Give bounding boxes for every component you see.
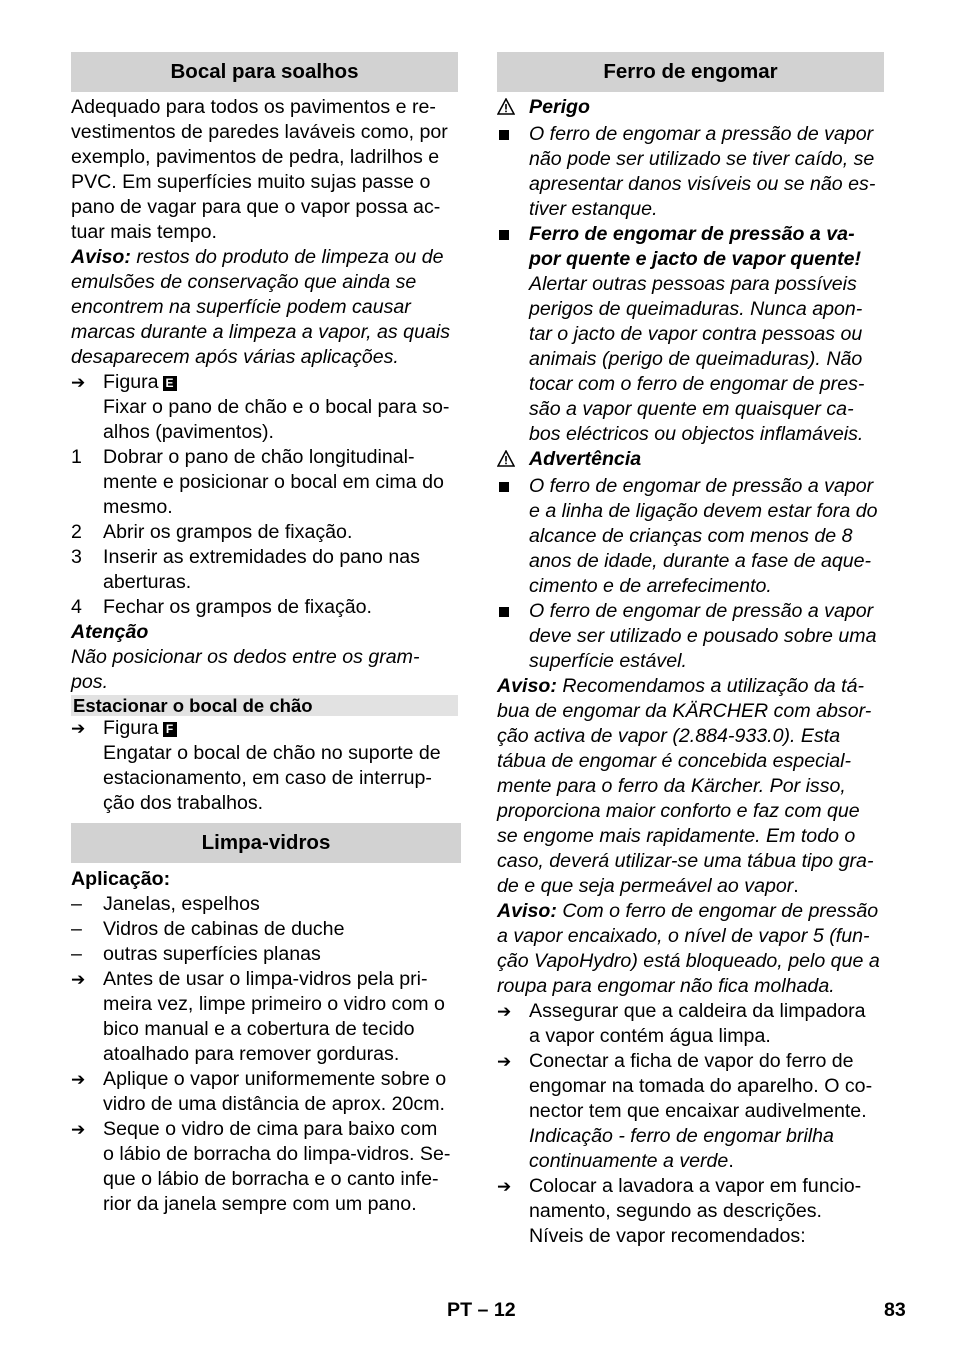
arrow-item: ➔ Seque o vidro de cima para baixo com: [71, 1118, 438, 1140]
section-heading-window-squeegee: Limpa-vidros: [71, 823, 461, 863]
list-item: Engatar o bocal de chão no suporte de: [103, 742, 441, 764]
section-heading-iron: Ferro de engomar: [497, 52, 884, 92]
section-heading-floor-nozzle: Bocal para soalhos: [71, 52, 458, 92]
notice-line: Aviso: Com o ferro de engomar de pressão: [497, 900, 879, 922]
dash-item: – Vidros de cabinas de duche: [71, 918, 345, 940]
bullet-item: O ferro de engomar de pressão a vapor: [497, 474, 884, 499]
notice-line: a vapor encaixado, o nível de vapor 5 (fun-: [497, 925, 870, 947]
dash-item: – outras superfícies planas: [71, 943, 321, 965]
step-4: 4 Fechar os grampos de fixação.: [71, 596, 373, 618]
arrow-item-cont: rior da janela sempre com um pano.: [103, 1193, 417, 1215]
danger-heading: Perigo: [497, 95, 884, 122]
dash-icon: –: [71, 918, 82, 940]
step-1-cont: mesmo.: [103, 496, 173, 518]
figure-e-badge: E: [163, 376, 177, 391]
page-label: PT – 12: [447, 1299, 516, 1321]
text-line: tuar mais tempo.: [71, 221, 217, 243]
arrow-right-icon: ➔: [71, 1120, 86, 1139]
arrow-item-cont: atoalhado para remover gorduras.: [103, 1043, 400, 1065]
subheading-park-nozzle: Estacionar o bocal de chão: [71, 695, 458, 716]
notice-line: emulsões de conservação que ainda se: [71, 271, 417, 293]
attention-text: pos.: [71, 671, 109, 693]
arrow-item-cont: que o lábio de borracha e o canto infe-: [103, 1168, 439, 1190]
list-item: Fixar o pano de chão e o bocal para so-: [103, 396, 450, 418]
arrow-item-cont: vidro de uma distância de aprox. 20cm.: [103, 1093, 445, 1115]
dash-icon: –: [71, 943, 82, 965]
notice-line: bua de engomar da KÄRCHER com absor-: [497, 700, 872, 722]
bullet-item: O ferro de engomar a pressão de vapor: [497, 122, 884, 147]
warning-heading: Advertência: [497, 447, 884, 474]
notice-line: se engome mais rapidamente. Em todo o: [497, 825, 856, 847]
figure-f-badge: F: [163, 722, 177, 737]
step-number: 2: [71, 521, 82, 543]
notice-line: encontrem na superfície podem causar: [71, 296, 411, 318]
bullet-item: O ferro de engomar de pressão a vapor: [497, 599, 884, 624]
arrow-item: ➔ Colocar a lavadora a vapor em funcio-: [497, 1175, 862, 1197]
warning-triangle-icon: [497, 95, 529, 122]
left-column: [71, 52, 458, 1217]
notice-label: Aviso:: [497, 900, 557, 922]
arrow-item-cont: meira vez, limpe primeiro o vidro com o: [103, 993, 445, 1015]
attention-text: Não posicionar os dedos entre os gram-: [71, 646, 420, 668]
notice-label: Aviso:: [497, 675, 557, 697]
arrow-right-icon: ➔: [71, 1070, 86, 1089]
arrow-item-cont: bico manual e a cobertura de tecido: [103, 1018, 415, 1040]
square-bullet-icon: [499, 482, 509, 492]
arrow-right-icon: ➔: [71, 373, 86, 392]
arrow-right-icon: ➔: [71, 719, 86, 738]
text-line: vestimentos de paredes laváveis como, por: [71, 121, 448, 143]
square-bullet-icon: [499, 230, 509, 240]
arrow-right-icon: ➔: [497, 1002, 512, 1021]
notice-line: de e que seja permeável ao vapor.: [497, 875, 799, 897]
dash-item: – Janelas, espelhos: [71, 893, 260, 915]
square-bullet-icon: [499, 607, 509, 617]
step-1: 1 Dobrar o pano de chão longitudinal-: [71, 446, 415, 468]
arrow-item: ➔ Assegurar que a caldeira da limpadora: [497, 1000, 866, 1022]
text-line: PVC. Em superfícies muito sujas passe o: [71, 171, 431, 193]
text-line: exemplo, pavimentos de pedra, ladrilhos e: [71, 146, 440, 168]
step-1-cont: mente e posicionar o bocal em cima do: [103, 471, 444, 493]
right-column: Ferro de engomar Perigo O ferro de engomar a pressão de vapor não pode ser utilizado se tiver caído, se apresentar danos visíveis ou se não es- tiver estanque. Ferro de engomar de pressão a va- por quente e jacto de vapor quente! Alertar outras pessoas para possíveis perigos de queimaduras. Nunca apon- tar o jacto de vapor contra pessoas ou animais (perigo de queimaduras). Não tocar com o ferro de engomar de pres- são a vapor quente em quaisquer ca- bos eléctricos ou objectos inflamáveis. Advertência O ferro de engomar de pressão a vapor e a linha de ligação devem estar fora do alcance de crianças com menos de 8 anos de idade, durante a fase de aque- cimento e de arrefecimento. O ferro de engomar de pressão a vapor deve ser utilizado e pousado sobre uma superfície estável. Aviso: Recomendamos a utilização da tá- bua de engomar da KÄRCHER com absor- ção activa de vapor (2.884-933.0). Esta tábua de engomar é concebida especial- mente para o ferro da Kärcher. Por isso, proporciona maior conforto e faz com que se engome mais rapidamente. Em todo o caso, deverá utilizar-se uma tábua tipo gra- de e que seja permeável ao vapor. Aviso: Com o ferro de engomar de pressão a vapor encaixado, o nível de vapor 5 (fun- ção VapoHydro) está bloqueado, pelo que a roupa para engomar não fica molhada. ➔ Assegurar que a caldeira da limpadora a vapor contém água limpa. ➔ Conectar a ficha de vapor do ferro de engomar na tomada do aparelho. O co- nector tem que encaixar audivelmente. Indicação - ferro de engomar brilha continuamente a verde. ➔ Colocar a lavadora a vapor em funcio- namento, segundo as descrições. Níveis de vapor recomendados:: [497, 52, 884, 1249]
text-line: Adequado para todos os pavimentos e re-: [71, 96, 436, 118]
step-3-cont: aberturas.: [103, 571, 192, 593]
arrow-right-icon: ➔: [71, 970, 86, 989]
step-number: 4: [71, 596, 82, 618]
notice-line: tábua de engomar é concebida especial-: [497, 750, 852, 772]
warning-triangle-icon: [497, 447, 529, 474]
arrow-item: ➔ Conectar a ficha de vapor do ferro de: [497, 1050, 854, 1072]
dash-icon: –: [71, 893, 82, 915]
list-item: ção dos trabalhos.: [103, 792, 264, 814]
notice-line: roupa para engomar não fica molhada.: [497, 975, 835, 997]
notice-line: Aviso: Recomendamos a utilização da tá-: [497, 675, 865, 697]
bullet-item: Ferro de engomar de pressão a va-: [497, 222, 884, 247]
arrow-right-icon: ➔: [497, 1052, 512, 1071]
step-number: 3: [71, 546, 82, 568]
arrow-item: ➔ Antes de usar o limpa-vidros pela pri-: [71, 968, 428, 990]
notice-line: Aviso: restos do produto de limpeza ou de: [71, 246, 444, 268]
page-number: 83: [884, 1299, 906, 1321]
arrow-item: ➔ Aplique o vapor uniformemente sobre o: [71, 1068, 447, 1090]
notice-line: marcas durante a limpeza a vapor, as quais: [71, 321, 451, 343]
application-label: Aplicação:: [71, 868, 171, 890]
text-line: pano de vagar para que o vapor possa ac-: [71, 196, 441, 218]
notice-line: caso, deverá utilizar-se uma tábua tipo gra-: [497, 850, 874, 872]
notice-line: ção VapoHydro) está bloqueado, pelo que a: [497, 950, 880, 972]
list-item: estacionamento, em caso de interrup-: [103, 767, 432, 789]
list-item: alhos (pavimentos).: [103, 421, 274, 443]
notice-line: desaparecem após várias aplicações.: [71, 346, 399, 368]
figure-reference: ➔ Figura E: [71, 370, 458, 395]
arrow-item-cont: o lábio de borracha do limpa-vidros. Se-: [103, 1143, 451, 1165]
arrow-right-icon: ➔: [497, 1177, 512, 1196]
notice-line: proporciona maior conforto e faz com que: [497, 800, 860, 822]
figure-reference: ➔ Figura F: [71, 716, 458, 741]
attention-label: Atenção: [71, 621, 149, 643]
notice-line: mente para o ferro da Kärcher. Por isso,: [497, 775, 846, 797]
notice-line: ção activa de vapor (2.884-933.0). Esta: [497, 725, 841, 747]
step-3: 3 Inserir as extremidades do pano nas: [71, 546, 420, 568]
step-2: 2 Abrir os grampos de fixação.: [71, 521, 353, 543]
square-bullet-icon: [499, 130, 509, 140]
step-number: 1: [71, 446, 82, 468]
notice-label: Aviso:: [71, 246, 131, 268]
